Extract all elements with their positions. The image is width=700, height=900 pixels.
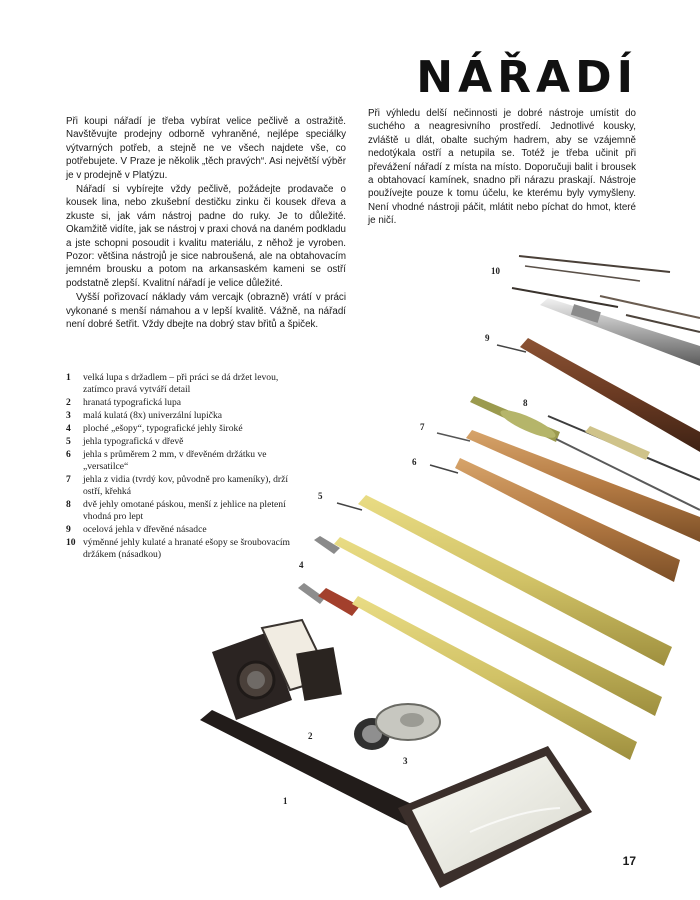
- legend-item: [66, 397, 306, 409]
- tool-legend: [66, 372, 306, 562]
- legend-text: výměnné jehly kulaté a hranaté ešopy se šroubovacím držákem (násadkou): [83, 537, 290, 560]
- legend-number: 5: [66, 436, 71, 447]
- legend-item: [66, 474, 306, 498]
- paragraph: Nářadí si vybírejte vždy pečlivě, požádejte prodavače o kousek lina, nebo zkušební destičku zinku či kousek dřeva a zkuste si, jak vám nástroj padne do ruky. Je to důležité. Okamžitě vidíte, jak se nástroj v praxi chová na daném podkladu a jste schopni posoudit i kvalitu materiálu, z něhož je vyroben. Pozor: většina nástrojů je sice nabroušená, ale na obtahovacím jemném brousku a potom na arkansaském kameni se ostří podstatně zlepší. Kvalitní nářadí je velice důležité.: [66, 184, 346, 289]
- callout-7: 7: [420, 422, 425, 432]
- legend-number: 2: [66, 397, 71, 408]
- legend-text: jehla typografická v dřevě: [83, 436, 184, 447]
- square-loupe: [212, 620, 342, 720]
- legend-text: dvě jehly omotané páskou, menší z jehlice na pletení vhodná pro lept: [83, 499, 286, 522]
- legend-item: [66, 423, 306, 435]
- paragraph: Při koupi nářadí je třeba vybírat velice pečlivě a ostražitě. Navštěvujte prodejny odborně vyhraněné, nejlépe speciálky výtvarných potřeb, a stejně ne ve všech najdete vše, co potřebujete. V Praze je několik „těch pravých“. Asi největší výběr je v prodejně v Platýzu.: [66, 116, 346, 181]
- legend-text: hranatá typografická lupa: [83, 397, 182, 408]
- legend-text: malá kulatá (8x) univerzální lupička: [83, 410, 223, 421]
- legend-number: 3: [66, 410, 71, 421]
- legend-item: [66, 524, 306, 536]
- callout-5: 5: [318, 491, 323, 501]
- legend-number: 4: [66, 423, 71, 434]
- callout-2: 2: [308, 731, 313, 741]
- legend-text: jehla z vidia (tvrdý kov, původně pro kameníky), drží ostří, křehká: [83, 474, 289, 497]
- page-number: 17: [622, 854, 636, 868]
- callout-6: 6: [412, 457, 417, 467]
- legend-item: [66, 436, 306, 448]
- callout-4: 4: [299, 560, 304, 570]
- legend-text: jehla s průměrem 2 mm, v dřevěném držátku ve „versatilce“: [83, 449, 267, 472]
- round-loupe: [354, 704, 440, 750]
- legend-text: velká lupa s držadlem – při práci se dá držet levou, zatímco pravá vytváří detail: [83, 372, 279, 395]
- legend-text: ocelová jehla v dřevěné násadce: [83, 524, 207, 535]
- legend-item: [66, 410, 306, 422]
- legend-number: 1: [66, 372, 71, 383]
- typographic-needle: [337, 495, 672, 666]
- legend-item: [66, 372, 306, 396]
- callout-10: 10: [491, 266, 500, 276]
- legend-number: 7: [66, 474, 71, 485]
- left-text-column: [66, 115, 346, 333]
- legend-number: 8: [66, 499, 71, 510]
- page-title: NÁŘADÍ: [416, 52, 638, 103]
- legend-number: 10: [66, 537, 76, 548]
- callout-3: 3: [403, 756, 408, 766]
- legend-item: [66, 499, 306, 523]
- paragraph: Při výhledu delší nečinnosti je dobré nástroje umístit do suchého a neagresivního prostředí. Jednotlivé kousky, zvláště u dlát, obalte suchým hadrem, aby se vzájemně nedotýkala ostří a netupila se. Totéž je třeba učinit při převážení nářadí z místa na místo. Doporučuji balit i brousek a obtahovací kamínek, snadno při nárazu praskají. Nástroje používejte pouze k tomu účelu, ke kterému byly vymyšleny. Není vhodné nástroji páčit, mlátit nebo píchat do hmot, které je ničí.: [368, 108, 636, 227]
- paragraph: Vyšší pořizovací náklady vám vercajk (obrazně) vrátí v práci vykonané s menší námahou a v lepší kvalitě. Vážně, na nářadí není dobré šetřit. Vždy dbejte na dobrý stav břitů a špiček.: [66, 292, 346, 331]
- legend-item: [66, 537, 306, 561]
- legend-item: [66, 449, 306, 473]
- callout-8: 8: [523, 398, 528, 408]
- right-text-column: [368, 107, 636, 229]
- legend-text: ploché „ešopy“, typografické jehly široké: [83, 423, 243, 434]
- callout-9: 9: [485, 333, 490, 343]
- callout-1: 1: [283, 796, 288, 806]
- legend-number: 9: [66, 524, 71, 535]
- legend-number: 6: [66, 449, 71, 460]
